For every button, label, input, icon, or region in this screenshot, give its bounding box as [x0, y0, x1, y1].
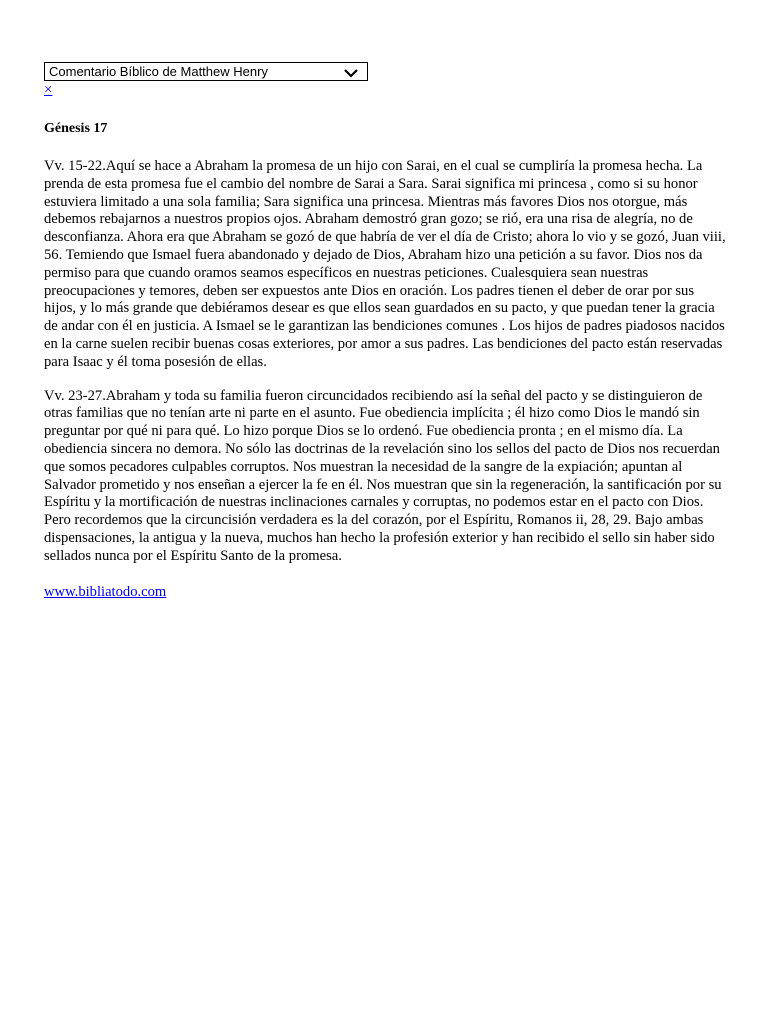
- commentary-paragraph: Vv. 15-22.Aquí se hace a Abraham la promesa de un hijo con Sarai, en el cual se cumpliría la promesa hecha. La prenda de esta promesa fue el cambio del nombre de Sarai a Sara. Sarai significa mi princesa , como si su honor estuviera limitado a una sola familia; Sara significa una princesa. Mientras más favores Dios nos otorgue, más debemos rebajarnos a nuestros propios ojos. Abraham demostró gran gozo; se rió, era una risa de alegría, no de desconfianza. Ahora era que Abraham se gozó de que habría de ver el día de Cristo; ahora lo vio y se gozó, Juan viii, 56. Temiendo que Ismael fuera abandonado y dejado de Dios, Abraham hizo una petición a su favor. Dios nos da permiso para que cuando oramos seamos específicos en nuestras peticiones. Cualesquiera sean nuestras preocupaciones y temores, deben ser expuestos ante Dios en oración. Los padres tienen el deber de orar por sus hijos, y lo más grande que debiéramos desear es que ellos sean guardados en su pacto, y que puedan tener la gracia de andar con él en justicia. A Ismael se le garantizan las bendiciones comunes . Los hijos de padres piadosos nacidos en la carne suelen recibir buenas cosas exteriores, por amor a sus padres. Las bendiciones del pacto están reservadas para Isaac y él toma posesión de ellas.: [44, 158, 726, 370]
- chevron-down-icon: [343, 66, 359, 78]
- source-link[interactable]: www.bibliatodo.com: [44, 583, 167, 600]
- commentary-select[interactable]: [44, 62, 368, 81]
- commentary-select-value: Comentario Bíblico de Matthew Henry: [49, 64, 268, 79]
- commentary-paragraph: Vv. 23-27.Abraham y toda su familia fueron circuncidados recibiendo así la señal del pacto y se distinguieron de otras familias que no tenían arte ni parte en el asunto. Fue obediencia implícita ; él hizo como Dios le mandó sin preguntar por qué ni para qué. Lo hizo porque Dios se lo ordenó. Fue obediencia pronta ; en el mismo día. La obediencia sincera no demora. No sólo las doctrinas de la revelación sino los sellos del pacto de Dios nos recuerdan que somos pecadores culpables corruptos. Nos muestran la necesidad de la sangre de la expiación; apuntan al Salvador prometido y nos enseñan a ejercer la fe en él. Nos muestran que sin la regeneración, la santificación por su Espíritu y la mortificación de nuestras inclinaciones carnales y corruptas, no podemos estar en el pacto con Dios. Pero recordemos que la circuncisión verdadera es la del corazón, por el Espíritu, Romanos ii, 28, 29. Bajo ambas dispensaciones, la antigua y la nueva, muchos han hecho la profesión exterior y han recibido el sello sin haber sido sellados nunca por el Espíritu Santo de la promesa.: [44, 387, 722, 564]
- close-icon[interactable]: ×: [44, 82, 53, 98]
- page-title: Génesis 17: [44, 121, 108, 136]
